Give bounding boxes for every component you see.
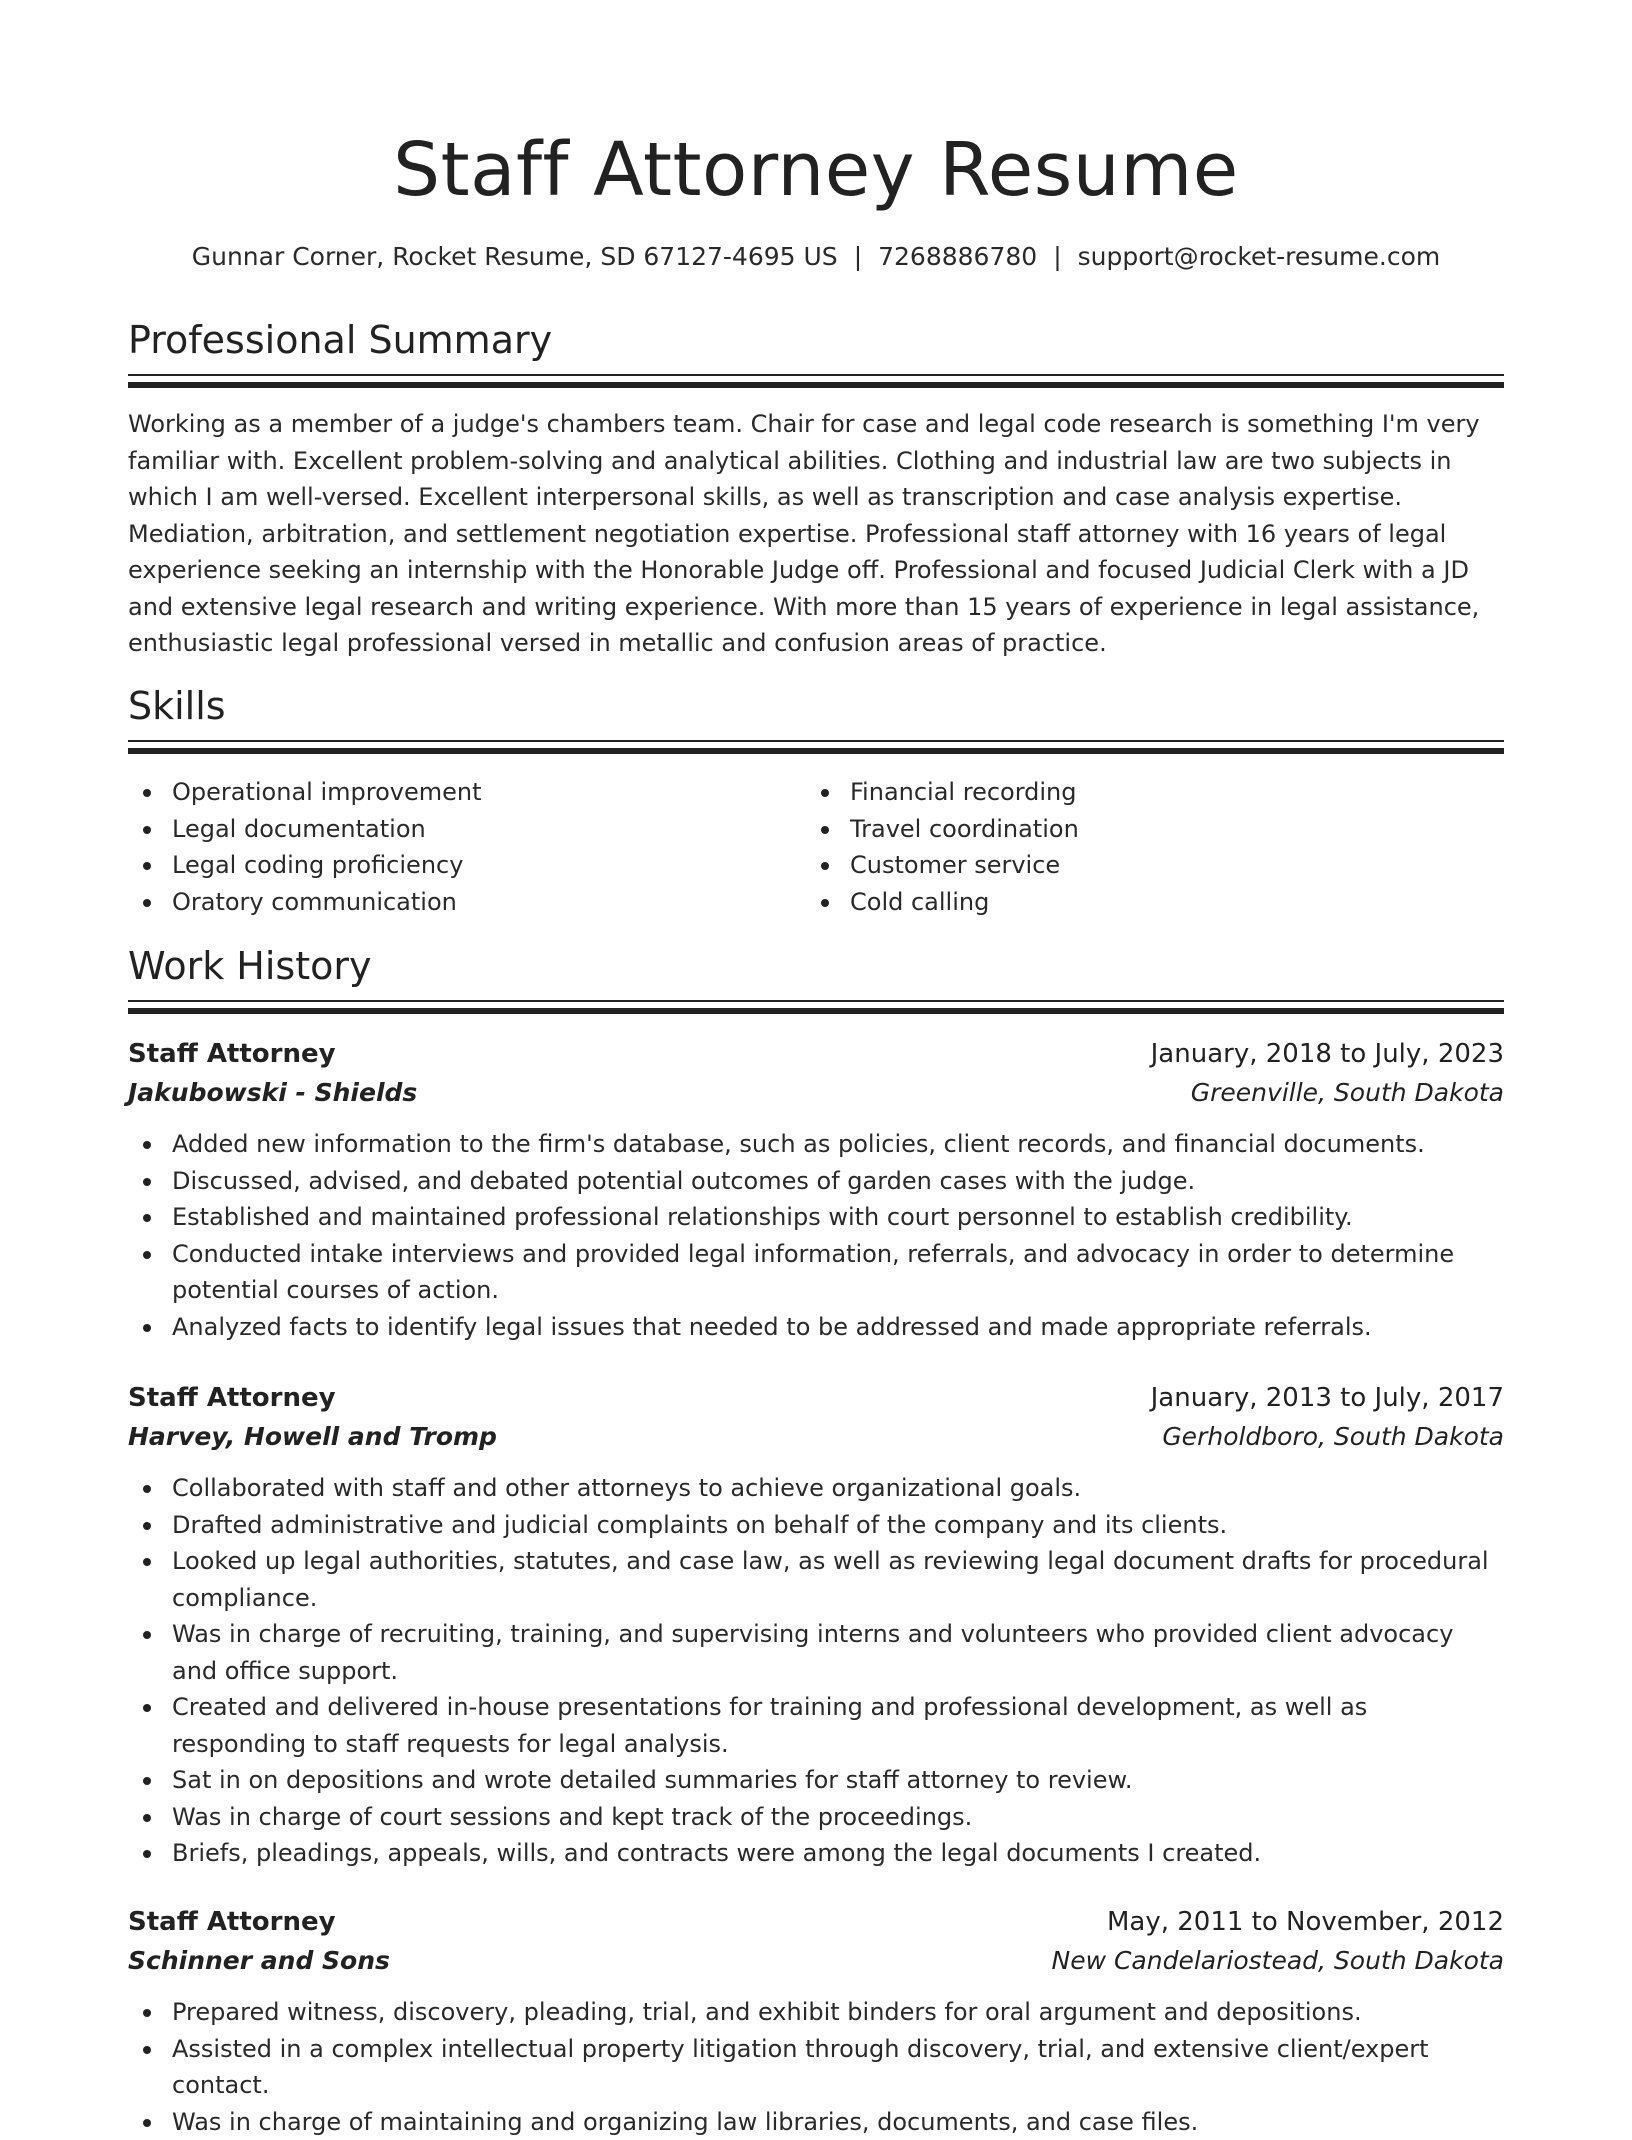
skill-item: Operational improvement [128, 774, 808, 811]
job-bullet: Added new information to the firm's database, such as policies, client records, and financial documents. [128, 1126, 1504, 1163]
skill-item: Legal documentation [128, 811, 808, 848]
summary-section [128, 316, 1504, 364]
skill-item: Customer service [806, 847, 1486, 884]
job-entry [128, 1036, 1504, 1345]
job-bullet: Briefs, pleadings, appeals, wills, and contracts were among the legal documents I created. [128, 1835, 1504, 1872]
job-title: Staff Attorney [128, 1036, 336, 1072]
contact-email: support@rocket-resume.com [1078, 242, 1441, 271]
resume-page [128, 0, 1504, 2112]
section-divider [128, 382, 1504, 388]
job-bullets [128, 1994, 1504, 2140]
job-bullet: Looked up legal authorities, statutes, and case law, as well as reviewing legal document drafts for procedural compliance. [128, 1543, 1504, 1616]
section-divider [128, 1008, 1504, 1014]
job-company: Harvey, Howell and Tromp [128, 1419, 497, 1455]
section-divider [128, 1000, 1504, 1002]
section-divider [128, 374, 1504, 376]
contact-separator: | [838, 242, 878, 271]
job-title: Staff Attorney [128, 1904, 336, 1940]
job-bullet: Was in charge of recruiting, training, and supervising interns and volunteers who provided client advocacy and office support. [128, 1616, 1504, 1689]
job-location: Gerholdboro, South Dakota [1162, 1419, 1504, 1455]
job-company: Jakubowski - Shields [128, 1075, 417, 1111]
work-section [128, 942, 1504, 990]
job-bullet: Established and maintained professional relationships with court personnel to establish credibility. [128, 1199, 1504, 1236]
job-bullet: Was in charge of maintaining and organizing law libraries, documents, and case files. [128, 2104, 1504, 2140]
job-bullet: Conducted intake interviews and provided legal information, referrals, and advocacy in order to determine potential courses of action. [128, 1236, 1504, 1309]
job-bullets [128, 1126, 1504, 1345]
skills-list-left [128, 774, 808, 920]
job-location: New Candelariostead, South Dakota [1052, 1943, 1505, 1979]
job-bullet: Analyzed facts to identify legal issues that needed to be addressed and made appropriate referrals. [128, 1309, 1504, 1346]
job-bullet: Was in charge of court sessions and kept track of the proceedings. [128, 1799, 1504, 1836]
contact-address: Gunnar Corner, Rocket Resume, SD 67127-4695 US [192, 242, 838, 271]
contact-phone: 7268886780 [878, 242, 1037, 271]
job-bullet: Assisted in a complex intellectual property litigation through discovery, trial, and extensive client/expert contact. [128, 2031, 1504, 2104]
skill-item: Oratory communication [128, 884, 808, 921]
job-bullet: Discussed, advised, and debated potential outcomes of garden cases with the judge. [128, 1163, 1504, 1200]
section-divider [128, 740, 1504, 742]
skill-item: Cold calling [806, 884, 1486, 921]
section-divider [128, 748, 1504, 754]
job-company: Schinner and Sons [128, 1943, 390, 1979]
contact-line [128, 239, 1504, 275]
skills-section [128, 682, 1504, 730]
summary-heading: Professional Summary [128, 316, 1504, 364]
job-bullets [128, 1470, 1504, 1872]
job-bullet: Sat in on depositions and wrote detailed summaries for staff attorney to review. [128, 1762, 1504, 1799]
skills-list-right [806, 774, 1486, 920]
job-bullet: Drafted administrative and judicial complaints on behalf of the company and its clients. [128, 1507, 1504, 1544]
job-entry [128, 1904, 1504, 2140]
page-title: Staff Attorney Resume [128, 122, 1504, 218]
skill-item: Legal coding proficiency [128, 847, 808, 884]
job-entry [128, 1380, 1504, 1872]
work-heading: Work History [128, 942, 1504, 990]
job-bullet: Collaborated with staff and other attorneys to achieve organizational goals. [128, 1470, 1504, 1507]
skills-heading: Skills [128, 682, 1504, 730]
contact-separator: | [1037, 242, 1077, 271]
job-title: Staff Attorney [128, 1380, 336, 1416]
job-bullet: Created and delivered in-house presentations for training and professional development, as well as responding to staff requests for legal analysis. [128, 1689, 1504, 1762]
job-dates: January, 2013 to July, 2017 [1151, 1380, 1504, 1416]
skill-item: Travel coordination [806, 811, 1486, 848]
job-location: Greenville, South Dakota [1191, 1075, 1504, 1111]
summary-text: Working as a member of a judge's chambers team. Chair for case and legal code research is something I'm very familiar with. Excellent problem-solving and analytical abilities. Clothing and industrial law are two subjects in which I am well-versed. Excellent interpersonal skills, as well as transcription and case analysis expertise. Mediation, arbitration, and settlement negotiation expertise. Professional staff attorney with 16 years of legal experience seeking an internship with the Honorable Judge off. Professional and focused Judicial Clerk with a JD and extensive legal research and writing experience. With more than 15 years of experience in legal assistance, enthusiastic legal professional versed in metallic and confusion areas of practice. [128, 406, 1504, 662]
job-bullet: Prepared witness, discovery, pleading, trial, and exhibit binders for oral argument and depositions. [128, 1994, 1504, 2031]
job-dates: January, 2018 to July, 2023 [1151, 1036, 1504, 1072]
skill-item: Financial recording [806, 774, 1486, 811]
job-dates: May, 2011 to November, 2012 [1107, 1904, 1504, 1940]
